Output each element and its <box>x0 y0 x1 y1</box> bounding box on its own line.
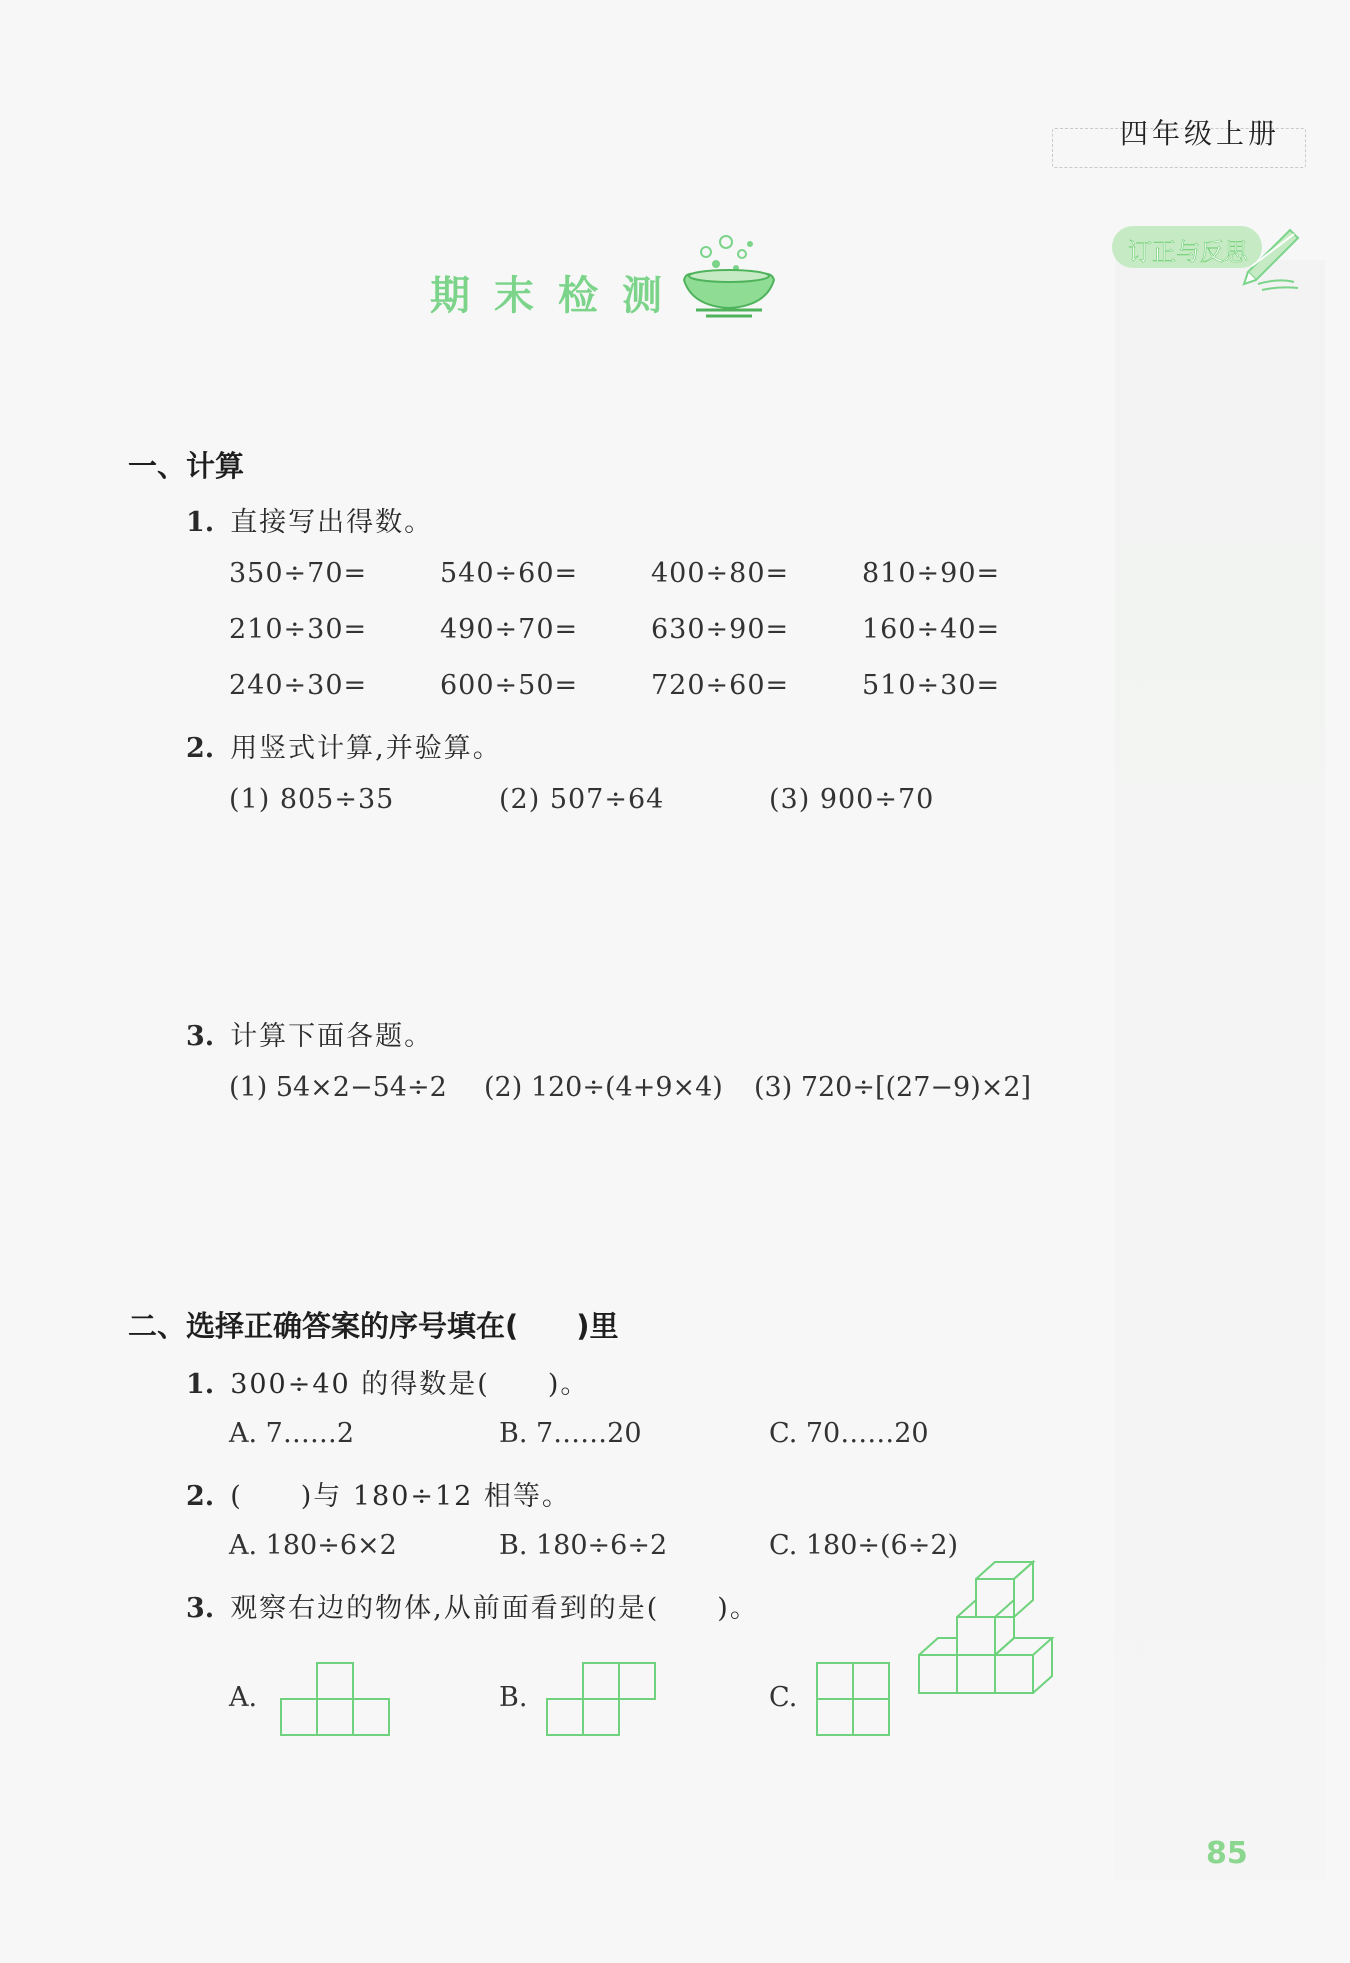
question-number: 3. <box>186 1021 215 1052</box>
choice-option-b: B. 180÷6÷2 <box>499 1530 668 1561</box>
question-2-3 <box>186 1586 759 1625</box>
stacked-cubes-figure <box>918 1578 1074 1696</box>
oral-calc-item: 240÷30= <box>229 670 368 701</box>
question-number: 3. <box>186 1593 215 1624</box>
grade-label: 四年级上册 <box>1120 117 1281 150</box>
oral-calc-item: 810÷90= <box>862 558 1001 589</box>
question-number: 1. <box>186 507 215 538</box>
oral-calc-item: 490÷70= <box>440 614 579 645</box>
choice-option-a: A. 180÷6×2 <box>229 1530 397 1561</box>
choice-option-c: C. 180÷(6÷2) <box>769 1530 959 1561</box>
choice-option-b: B. 7……20 <box>499 1418 642 1449</box>
choice-option-c: C. 70……20 <box>769 1418 929 1449</box>
mixed-calc-item: (3) 720÷[(27−9)×2] <box>754 1072 1032 1103</box>
question-1-1 <box>186 500 433 539</box>
choice-option-b: B. <box>499 1682 528 1713</box>
oral-calc-item: 540÷60= <box>440 558 579 589</box>
vertical-calc-item: (2) 507÷64 <box>499 784 665 815</box>
option-c-view-figure <box>816 1662 890 1736</box>
mixed-calc-item: (1) 54×2−54÷2 <box>229 1072 447 1103</box>
reflection-tab-label: 订正与反思 <box>1128 238 1248 266</box>
question-number: 2. <box>186 1481 215 1512</box>
choice-option-a: A. <box>229 1682 258 1713</box>
question-number: 1. <box>186 1369 215 1400</box>
oral-calc-item: 630÷90= <box>651 614 790 645</box>
option-a-view-figure <box>280 1662 390 1736</box>
pencil-icon <box>1238 222 1304 292</box>
question-text: 观察右边的物体,从前面看到的是( )。 <box>230 1593 759 1624</box>
question-text: 直接写出得数。 <box>230 507 434 538</box>
choice-option-c: C. <box>769 1682 798 1713</box>
choice-option-a: A. 7……2 <box>229 1418 355 1449</box>
reflection-margin <box>1115 260 1325 1880</box>
question-text: 计算下面各题。 <box>230 1021 434 1052</box>
question-1-2 <box>186 726 502 765</box>
question-text: ( )与 180÷12 相等。 <box>230 1481 571 1512</box>
oral-calc-item: 160÷40= <box>862 614 1001 645</box>
page-title: 期末检测 <box>430 272 686 319</box>
question-2-1 <box>186 1362 589 1401</box>
question-text: 300÷40 的得数是( )。 <box>230 1369 590 1400</box>
cauldron-icon <box>676 232 786 322</box>
oral-calc-item: 210÷30= <box>229 614 368 645</box>
oral-calc-item: 720÷60= <box>651 670 790 701</box>
oral-calc-item: 350÷70= <box>229 558 368 589</box>
page-number: 85 <box>1206 1836 1248 1871</box>
option-b-view-figure <box>546 1662 656 1736</box>
mixed-calc-item: (2) 120÷(4+9×4) <box>484 1072 723 1103</box>
oral-calc-item: 510÷30= <box>862 670 1001 701</box>
section-heading-multiple-choice: 二、选择正确答案的序号填在( )里 <box>128 1309 619 1343</box>
question-1-3 <box>186 1014 433 1053</box>
section-heading-calculation: 一、计算 <box>128 449 245 483</box>
question-text: 用竖式计算,并验算。 <box>230 733 502 764</box>
question-2-2 <box>186 1474 571 1513</box>
vertical-calc-item: (1) 805÷35 <box>229 784 395 815</box>
question-number: 2. <box>186 733 215 764</box>
oral-calc-item: 400÷80= <box>651 558 790 589</box>
oral-calc-item: 600÷50= <box>440 670 579 701</box>
vertical-calc-item: (3) 900÷70 <box>769 784 935 815</box>
